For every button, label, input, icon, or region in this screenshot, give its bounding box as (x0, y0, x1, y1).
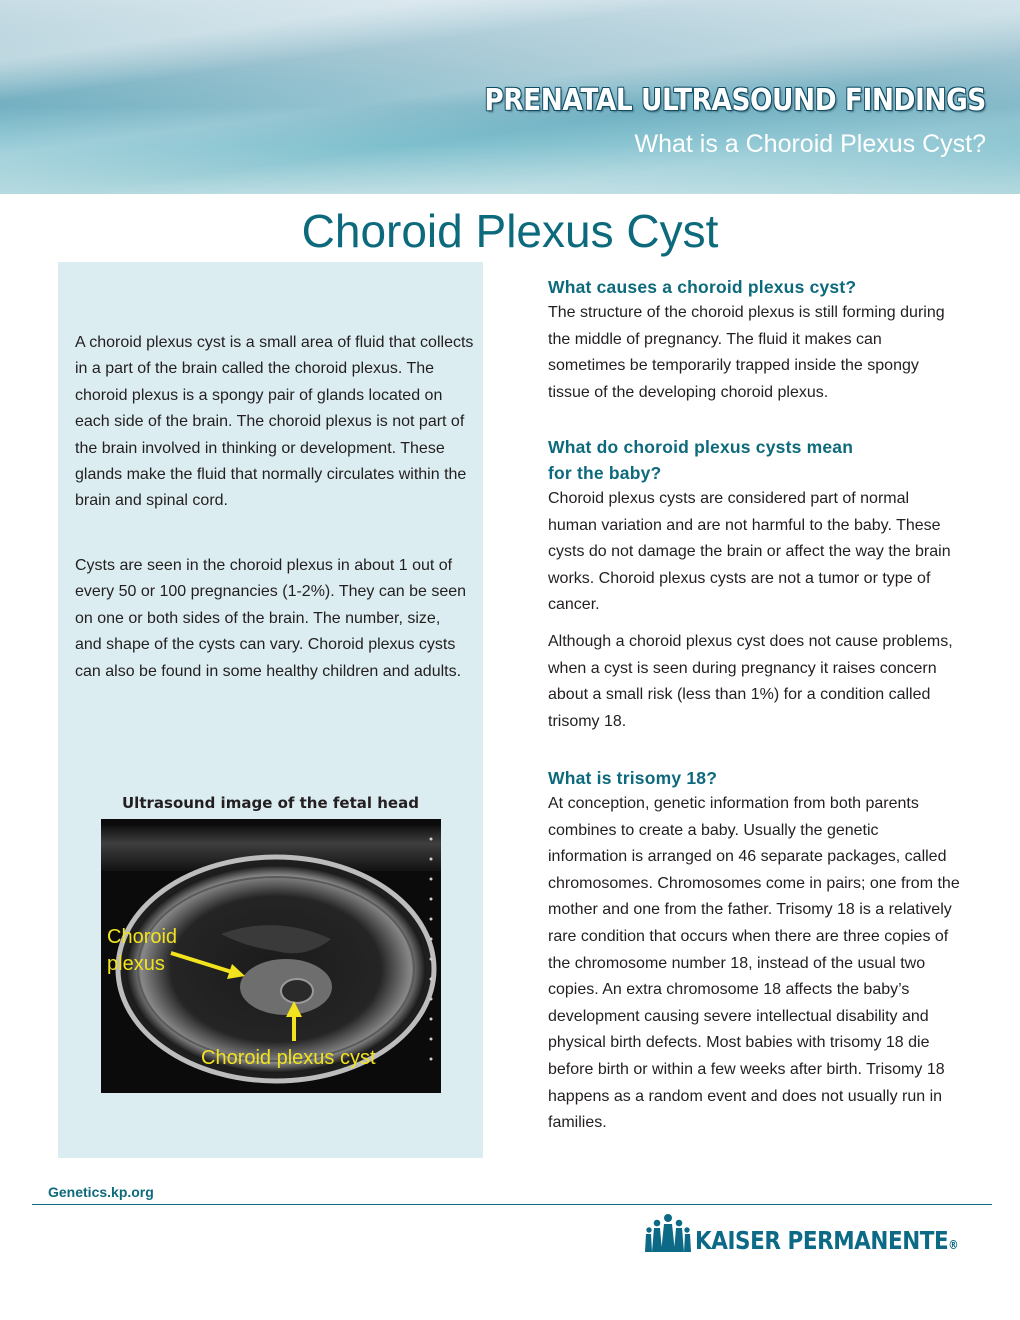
footer-divider (32, 1204, 992, 1205)
registered-mark: ® (948, 1238, 959, 1252)
intro-paragraph-2: Cysts are seen in the choroid plexus in about 1 out of every 50 or 100 pregnancies (1-2%). They can be seen on one or both sides of the brain. The number, size, and shape of the cysts can vary. Choroid plexus cysts can also be found in some healthy children and adults. (75, 557, 467, 680)
footer-website-link[interactable]: Genetics.kp.org (48, 1184, 154, 1200)
section-causes (548, 274, 968, 406)
section-trisomy (548, 765, 968, 1137)
ultrasound-caption: Ultrasound image of the fetal head (122, 794, 419, 812)
page-title: Choroid Plexus Cyst (301, 205, 719, 257)
cyst-region (281, 979, 313, 1003)
section-meaning (548, 434, 968, 735)
kaiser-permanente-logo-icon (645, 1213, 691, 1255)
brand-name-text: KAISER PERMANENTE (695, 1226, 949, 1255)
body-meaning-1: Choroid plexus cysts are considered part of normal human variation and are not harmful to the baby. These cysts do not damage the brain or affect the way the brain works. Choroid plexus cysts are not a tumor or type of cancer. (548, 490, 951, 614)
heading-causes: What causes a choroid plexus cyst? (548, 277, 857, 297)
body-trisomy: At conception, genetic information from both parents combines to create a baby. Usually the genetic information is arranged on 46 separate packages, called chromosomes. Chromosomes come in pairs; one from the mother and one from the father. Trisomy 18 is a relatively rare condition that occurs when there are three copies of the chromosome number 18, instead of the usual two copies. An extra chromosome 18 affects the baby’s development causing severe intellectual disability and physical birth defects. Most babies with trisomy 18 die before birth or within a few weeks after birth. Trisomy 18 happens as a random event and does not usually run in families. (548, 795, 960, 1132)
heading-trisomy: What is trisomy 18? (548, 768, 718, 788)
header-banner (0, 0, 1020, 194)
label-choroid-plexus-line2: plexus (107, 953, 165, 975)
intro-paragraph-1: A choroid plexus cyst is a small area of fluid that collects in a part of the brain called the choroid plexus. The choroid plexus is a spongy pair of glands located on each side of the brain. The choroid plexus is not part of the brain involved in thinking or development. These glands make the fluid that normally circulates within the brain and spinal cord. (75, 334, 474, 510)
heading-meaning-line1: What do choroid plexus cysts mean (548, 437, 854, 457)
body-causes: The structure of the choroid plexus is still forming during the middle of pregnancy. The fluid it makes can sometimes be temporarily trapped inside the spongy tissue of the developing choroid plexus. (548, 304, 945, 401)
banner-subtitle: What is a Choroid Plexus Cyst? (634, 130, 986, 158)
heading-meaning-line2: for the baby? (548, 463, 662, 483)
ultrasound-image (101, 819, 441, 1093)
label-choroid-plexus-cyst: Choroid plexus cyst (201, 1047, 376, 1069)
body-meaning-2: Although a choroid plexus cyst does not cause problems, when a cyst is seen during pregnancy it raises concern about a small risk (less than 1%) for a condition called trisomy 18. (548, 632, 953, 730)
banner-title: PRENATAL ULTRASOUND FINDINGS (484, 83, 986, 118)
label-choroid-plexus-line1: Choroid (107, 926, 178, 948)
brand-name (695, 1226, 958, 1255)
